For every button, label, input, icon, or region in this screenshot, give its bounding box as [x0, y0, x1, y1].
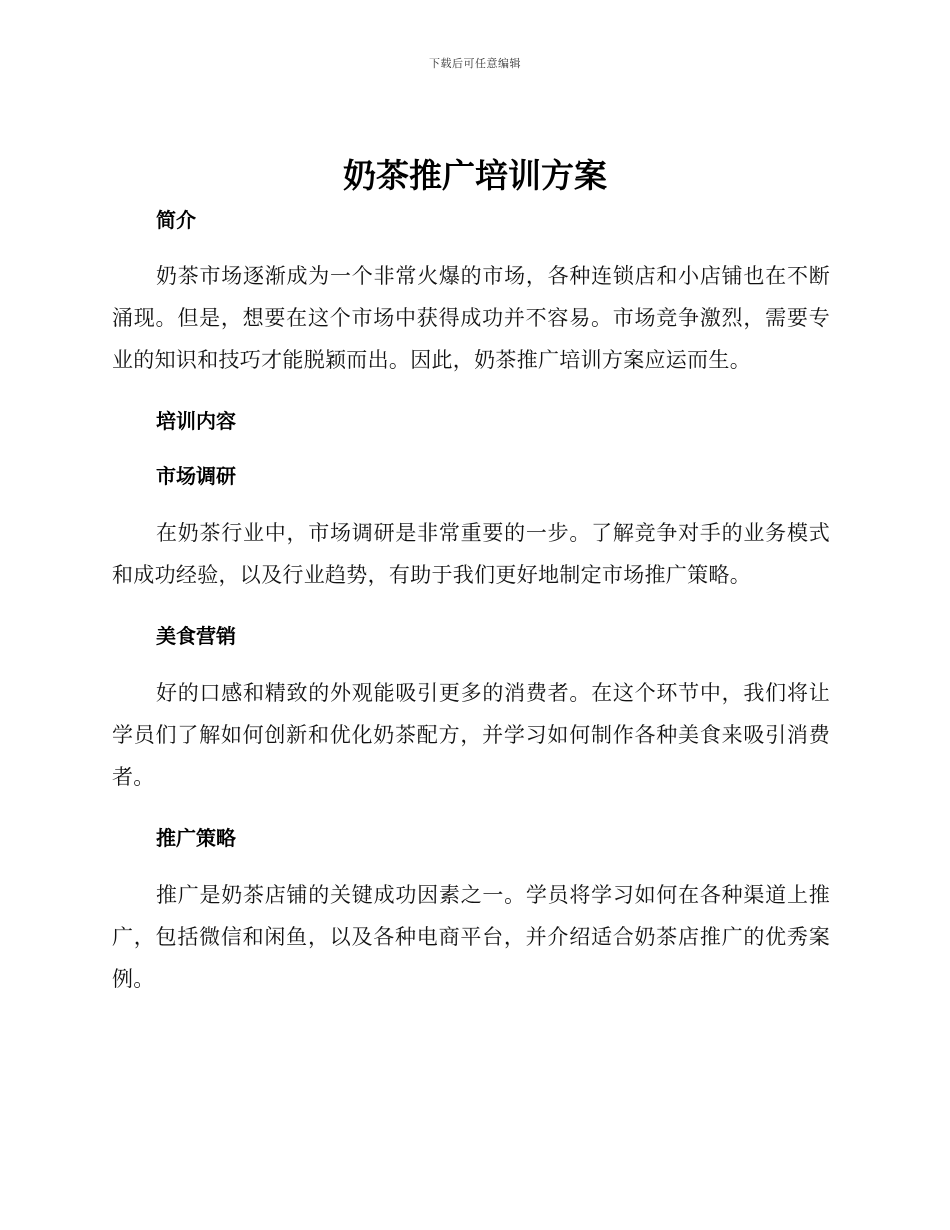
document-body — [112, 205, 830, 1000]
section-heading-intro: 简介 — [156, 208, 196, 232]
section-paragraph-intro: 奶茶市场逐渐成为一个非常火爆的市场，各种连锁店和小店铺也在不断涌现。但是，想要在这个市场中获得成功并不容易。市场竞争激烈，需要专业的知识和技巧才能脱颖而出。因此，奶茶推广培训方案应运而生。 — [112, 264, 830, 372]
section-paragraph-market-research: 在奶茶行业中，市场调研是非常重要的一步。了解竞争对手的业务模式和成功经验，以及行业趋势，有助于我们更好地制定市场推广策略。 — [112, 521, 830, 587]
section-paragraph-food-marketing: 好的口感和精致的外观能吸引更多的消费者。在这个环节中，我们将让学员们了解如何创新和优化奶茶配方，并学习如何制作各种美食来吸引消费者。 — [112, 681, 830, 789]
section-heading-promotion-strategy: 推广策略 — [156, 826, 236, 850]
section-heading-market-research: 市场调研 — [156, 464, 236, 488]
section-heading-food-marketing: 美食营销 — [156, 624, 236, 648]
section-paragraph-promotion-strategy: 推广是奶茶店铺的关键成功因素之一。学员将学习如何在各种渠道上推广，包括微信和闲鱼，以及各种电商平台，并介绍适合奶茶店推广的优秀案例。 — [112, 883, 830, 991]
section-heading-training-content: 培训内容 — [156, 409, 236, 433]
header-note: 下载后可任意编辑 — [429, 57, 521, 70]
document-title: 奶茶推广培训方案 — [343, 156, 607, 195]
